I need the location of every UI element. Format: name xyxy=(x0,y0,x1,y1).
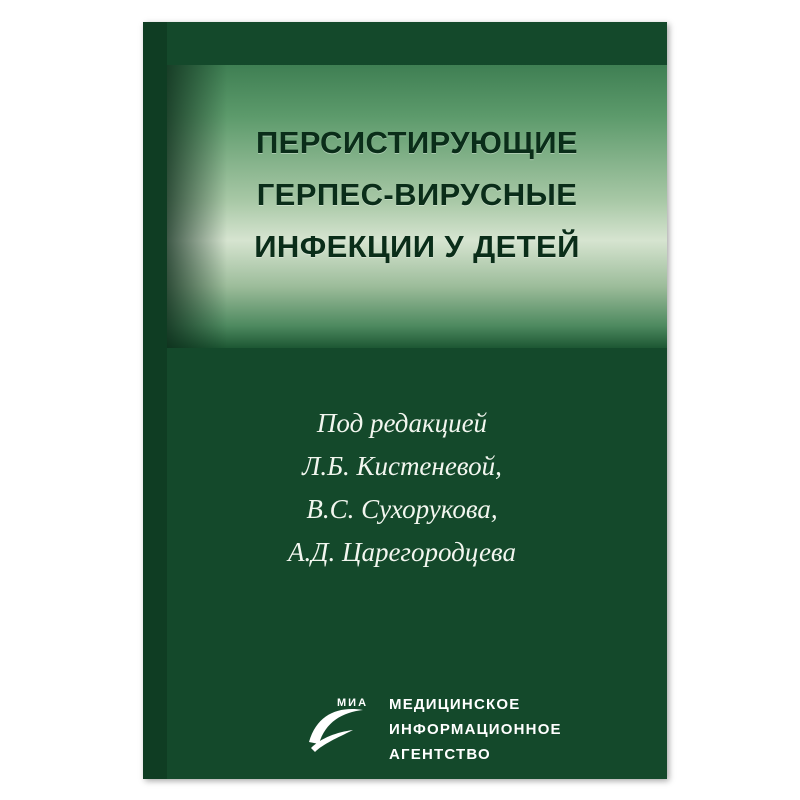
title-line-3: ИНФЕКЦИИ У ДЕТЕЙ xyxy=(254,229,580,264)
svg-text:МИА: МИА xyxy=(337,697,369,709)
publisher-line-3: АГЕНТСТВО xyxy=(389,746,491,763)
book-spine xyxy=(143,22,167,779)
editor-name-1: Л.Б. Кистеневой, xyxy=(302,451,502,481)
book-title xyxy=(167,117,667,273)
editor-name-3: А.Д. Царегородцева xyxy=(288,537,516,567)
editors-block xyxy=(167,402,667,574)
title-line-1: ПЕРСИСТИРУЮЩИЕ xyxy=(255,125,579,160)
editor-name-2: В.С. Сухорукова, xyxy=(306,494,498,524)
publisher-line-1: МЕДИЦИНСКОЕ xyxy=(389,696,521,713)
publisher-line-2: ИНФОРМАЦИОННОЕ xyxy=(389,721,562,738)
publisher-block xyxy=(293,682,633,762)
book-cover xyxy=(143,22,667,779)
title-line-2: ГЕРПЕС-ВИРУСНЫЕ xyxy=(256,177,578,212)
publisher-name xyxy=(389,692,562,767)
editors-label: Под редакцией xyxy=(316,408,488,438)
publisher-logo-icon xyxy=(293,686,377,758)
